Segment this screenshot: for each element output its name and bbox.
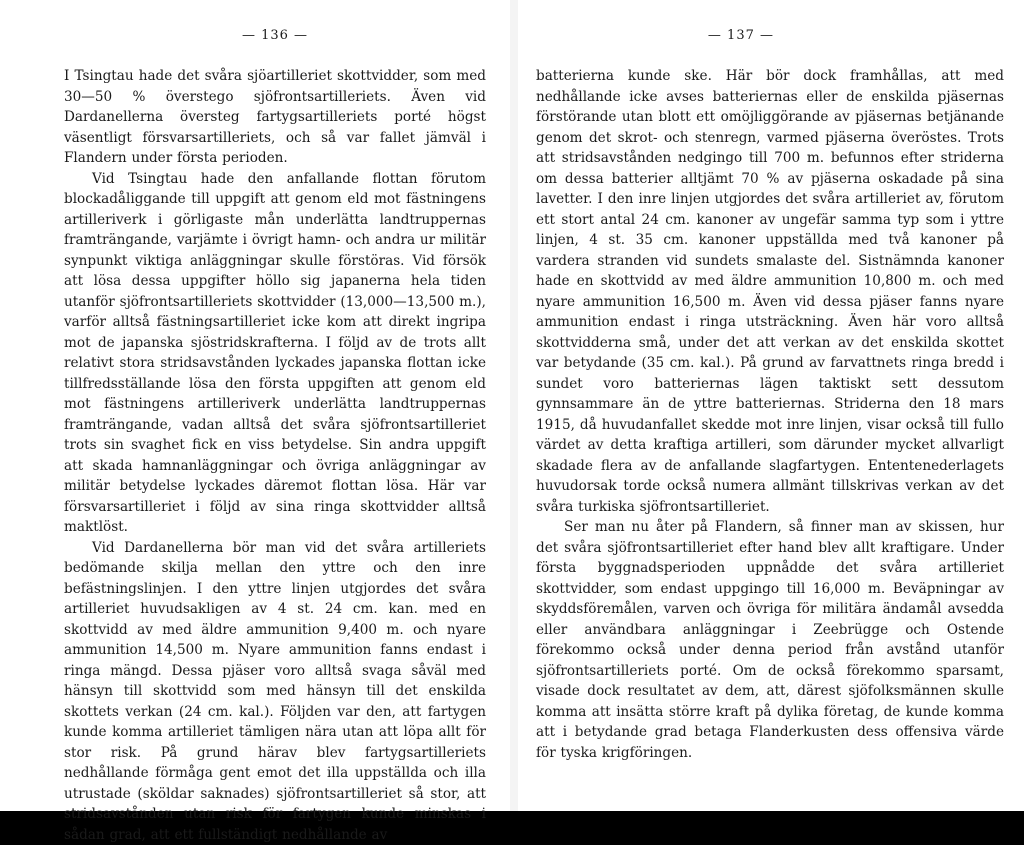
page-number: — 136 — <box>64 28 486 44</box>
page-body <box>536 66 1004 763</box>
paragraph: Ser man nu åter på Flandern, så finner man av skissen, hur det svåra sjöfrontsartilleriet efter hand blev allt kraftigare. Under första byggnadsperioden uppnådde det svåra artilleriet skottvidder, som endast uppgingo till 16,000 m. Beväpningar av skyddsföremålen, varven och övriga för militära ändamål avsedda eller användbara anläggningar i Zeebrügge och Ostende förekommo också under denna period från avstånd utanför sjöfrontsartilleriets porté. Om de också förekommo sparsamt, visade dock resultatet av dem, att, därest sjöfolksmännen skulle komma att insätta större kraft på dylika företag, de kunde komma att i betydande grad betaga Flanderkusten dess offensiva värde för tyska krigföringen. <box>536 517 1004 763</box>
paragraph: Vid Dardanellerna bör man vid det svåra artilleriets bedömande skilja mellan den yttre och den inre befästningslinjen. I den yttre linjen utgjordes det svåra artilleriet huvudsakligen av 4 st. 24 cm. kan. med en skottvidd av med äldre ammunition 9,400 m. och nyare ammunition 14,500 m. Nyare ammunition fanns endast i ringa mängd. Dessa pjäser voro alltså svaga såväl med hänsyn till skottvidd som med hänsyn till det enskilda skottets verkan (24 cm. kal.). Följden var den, att fartygen kunde komma artilleriet tämligen nära utan att löpa allt för stor risk. På grund härav blev fartygsartilleriets nedhållande förmåga gent emot det illa uppställda och illa utrustade (sköldar saknades) sjöfrontsartilleriet så stor, att stridsavstånden utan risk för fartygen kunde minskas i sådan grad, att ett fullständigt nedhållande av <box>64 538 486 845</box>
paragraph: Vid Tsingtau hade den anfallande flottan förutom blockadåliggande till uppgift att genom eld mot fästningens artilleriverk i görligaste mån underlätta landtruppernas framträngande, varjämte i övrigt hamn- och andra ur militär synpunkt viktiga anläggningar skulle förstöras. Vid försök att lösa dessa uppgifter höllo sig japanerna hela tiden utanför sjöfrontsartilleriets skottvidder (13,000—13,500 m.), varför alltså fästningsartilleriet icke kom att direkt ingripa mot de japanska sjöstridskrafterna. I följd av de trots allt relativt stora stridsavstånden lyckades japanska flottan icke tillfredsställande lösa den första uppgiften att genom eld mot fästningens artilleriverk underlätta landtruppernas framträngande, vadan alltså det svåra sjöfrontsartilleriet trots sin svaghet fick en viss betydelse. Sin andra uppgift att skada hamnanläggningar och övriga anläggningar av militär betydelse lyckades däremot flottan lösa. Här var försvarsartilleriet i följd av sina ringa skottvidder alltså maktlöst. <box>64 169 486 538</box>
book-gutter <box>510 0 518 811</box>
paragraph: I Tsingtau hade det svåra sjöartilleriet skottvidder, som med 30—50 % överstego sjöfrontsartilleriets. Även vid Dardanellerna översteg fartygsartilleriets porté högst väsentligt försvarsartilleriets, och så var fallet jämväl i Flandern under första perioden. <box>64 66 486 169</box>
page-number: — 137 — <box>536 28 1004 44</box>
paragraph: batterierna kunde ske. Här bör dock framhållas, att med nedhållande icke avses batteriernas eller de enskilda pjäsernas förstörande utan blott ett omöjliggörande av pjäsernas betjänande genom det skrot- och stenregn, varmed pjäserna överöstes. Trots att stridsavstånden nedgingo till 700 m. befunnos efter striderna om dessa batterier alltjämt 70 % av pjäserna oskadade på sina lavetter. I den inre linjen utgjordes det svåra artilleriet av, förutom ett stort antal 24 cm. kanoner av ungefär samma typ som i yttre linjen, 4 st. 35 cm. kanoner uppställda med två kanoner på vardera stranden vid sundets smalaste del. Sistnämnda kanoner hade en skottvidd av med äldre ammunition 10,800 m. och med nyare ammunition 16,500 m. Även vid dessa pjäser fanns nyare ammunition endast i ringa utsträckning. Även här voro alltså skottvidderna små, under det att verkan av det enskilda skottet var betydande (35 cm. kal.). På grund av farvattnets ringa bredd i sundet voro batteriernas lägen taktiskt sett dessutom gynnsammare än de yttre batteriernas. Striderna den 18 mars 1915, då huvudanfallet skedde mot inre linjen, visar också till fullo värdet av detta kraftiga artilleri, som därunder mycket allvarligt skadade flera av de anfallande slagfartygen. Ententenederlagets huvudorsak torde också numera allmänt tillskrivas verkan av det svåra turkiska sjöfrontsartilleriet. <box>536 66 1004 517</box>
right-page <box>518 0 1024 811</box>
left-page <box>0 0 510 811</box>
page-body <box>64 66 486 845</box>
